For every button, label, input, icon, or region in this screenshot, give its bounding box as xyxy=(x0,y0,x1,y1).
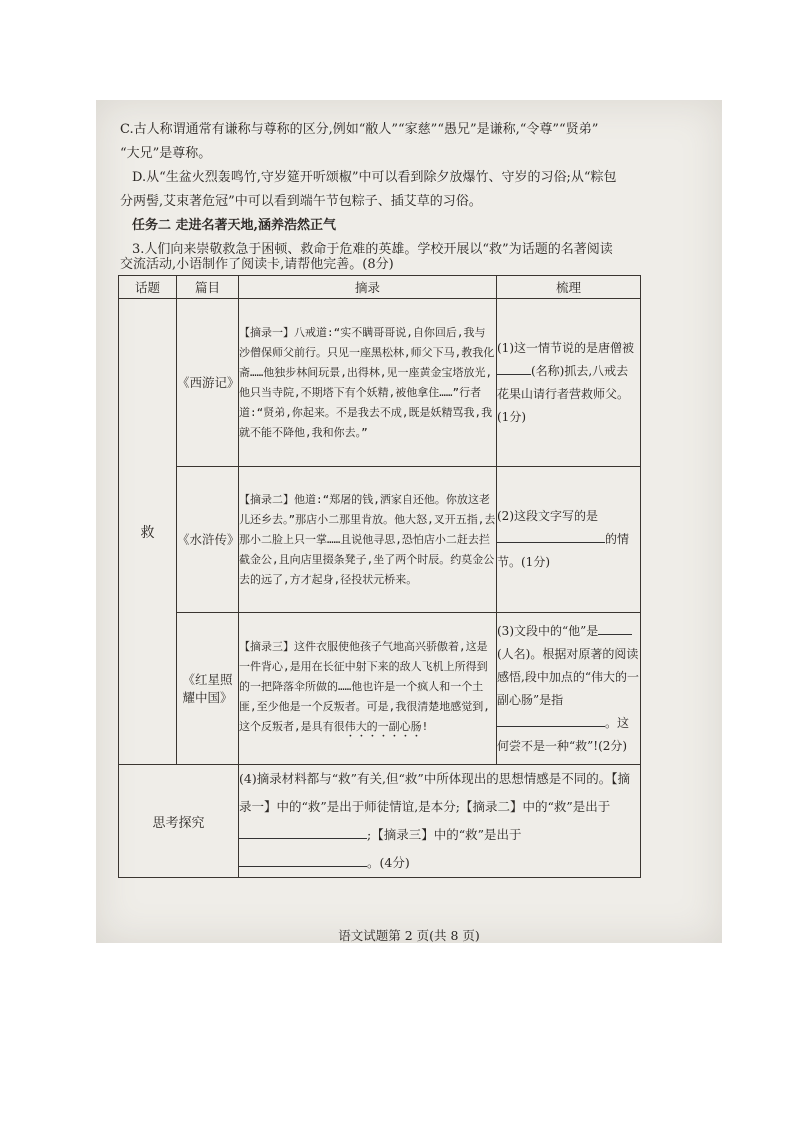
sort-text: 。这何尝不是一种“救”!(2分) xyxy=(497,715,630,753)
answer-blank[interactable] xyxy=(239,852,367,867)
question3-line2: 交流活动,小语制作了阅读卡,请帮他完善。(8分) xyxy=(120,257,394,272)
page-footer: 语文试题第 2 页(共 8 页) xyxy=(338,928,480,943)
option-d-line1: D.从“生盆火烈轰鸣竹,守岁筵开听颂椒”中可以看到除夕放爆竹、守岁的习俗;从“粽包 xyxy=(132,170,617,185)
book-title: 《西游记》 xyxy=(177,299,239,467)
option-d-line2: 分两髻,艾束著危冠”中可以看到端午节包粽子、插艾草的习俗。 xyxy=(120,194,482,209)
sort-text: (人名)。根据对原著的阅读感悟,段中加点的“伟大的一副心肠”是指 xyxy=(497,646,639,707)
excerpt-part: 【摘录三】这件衣服使他孩子气地高兴骄傲着,这是一件背心,是用在长征中射下来的敌人飞机上所得到的一把降落伞所做的……他也许是一个疯人和一个土匪,至少他是一个反叛者。可是,我很清楚地感觉到,这个反叛者,是具有很 xyxy=(239,640,490,733)
option-c-line1: C.古人称谓通常有谦称与尊称的区分,例如“敝人”“家慈”“愚兄”是谦称,“令尊”“贤弟” xyxy=(120,122,599,137)
header-sort: 梳理 xyxy=(497,276,641,299)
sort-cell xyxy=(497,467,641,613)
sort-text: (3)文段中的“他”是 xyxy=(497,623,599,638)
task2-heading: 任务二 走进名著天地,涵养浩然正气 xyxy=(132,218,337,233)
book-title: 《水浒传》 xyxy=(177,467,239,613)
sort-text: (2)这段文字写的是 xyxy=(497,509,598,523)
answer-blank[interactable] xyxy=(497,712,605,727)
excerpt-text xyxy=(239,613,497,765)
sort-text: (名称)抓去,八戒去花果山请行者营救师父。(1分) xyxy=(497,363,630,424)
emphasized-phrase: 伟大的一副心肠 xyxy=(344,720,422,733)
table-row xyxy=(119,467,641,613)
think-text: 。(4分) xyxy=(367,855,410,870)
reading-card-table xyxy=(118,275,641,878)
table-row xyxy=(119,765,641,878)
excerpt-part: ! xyxy=(421,720,429,733)
header-topic: 话题 xyxy=(119,276,177,299)
think-text: (4)摘录材料都与“救”有关,但“救”中所体现出的思想情感是不同的。【摘录一】中的“救”是出于师徒情谊,是本分;【摘录二】中的“救”是出于 xyxy=(239,771,630,814)
table-row xyxy=(119,299,641,467)
answer-blank[interactable] xyxy=(497,528,605,543)
excerpt-text: 【摘录二】他道:“郑屠的钱,洒家自还他。你放这老儿还乡去。”那店小二那里肯放。他大怒,叉开五指,去那小二脸上只一掌……且说他寻思,恐怕店小二赶去拦截金公,且向店里掇条凳子,坐了两个时辰。约莫金公去的远了,方才起身,径投状元桥来。 xyxy=(239,467,497,613)
option-c-line2: “大兄”是尊称。 xyxy=(120,146,212,161)
header-title: 篇目 xyxy=(177,276,239,299)
think-cell xyxy=(239,765,641,878)
question3-line1: 3.人们向来崇敬救急于困顿、救命于危难的英雄。学校开展以“救”为话题的名著阅读 xyxy=(132,242,613,257)
think-text: ;【摘录三】中的“救”是出于 xyxy=(367,827,522,842)
answer-blank[interactable] xyxy=(239,824,367,839)
book-title: 《红星照耀中国》 xyxy=(177,613,239,765)
excerpt-text: 【摘录一】八戒道:“实不瞒哥哥说,自你回后,我与沙僧保师父前行。只见一座黑松林,师父下马,教我化斋……他独步林间玩景,出得林,见一座黄金宝塔放光,他只当寺院,不期塔下有个妖精,被他拿住……”行者道:“贤弟,你起来。不是我去不成,既是妖精骂我,我就不能不降他,我和你去。” xyxy=(239,299,497,467)
think-label: 思考探究 xyxy=(119,765,239,878)
sort-text: 的情节。(1分) xyxy=(497,532,630,569)
topic-cell: 救 xyxy=(119,299,177,765)
sort-cell xyxy=(497,613,641,765)
answer-blank[interactable] xyxy=(497,360,531,375)
table-header-row xyxy=(119,276,641,299)
header-excerpt: 摘录 xyxy=(239,276,497,299)
table-row xyxy=(119,613,641,765)
sort-cell xyxy=(497,299,641,467)
sort-text: (1)这一情节说的是唐僧被 xyxy=(497,340,634,355)
answer-blank[interactable] xyxy=(598,620,632,635)
